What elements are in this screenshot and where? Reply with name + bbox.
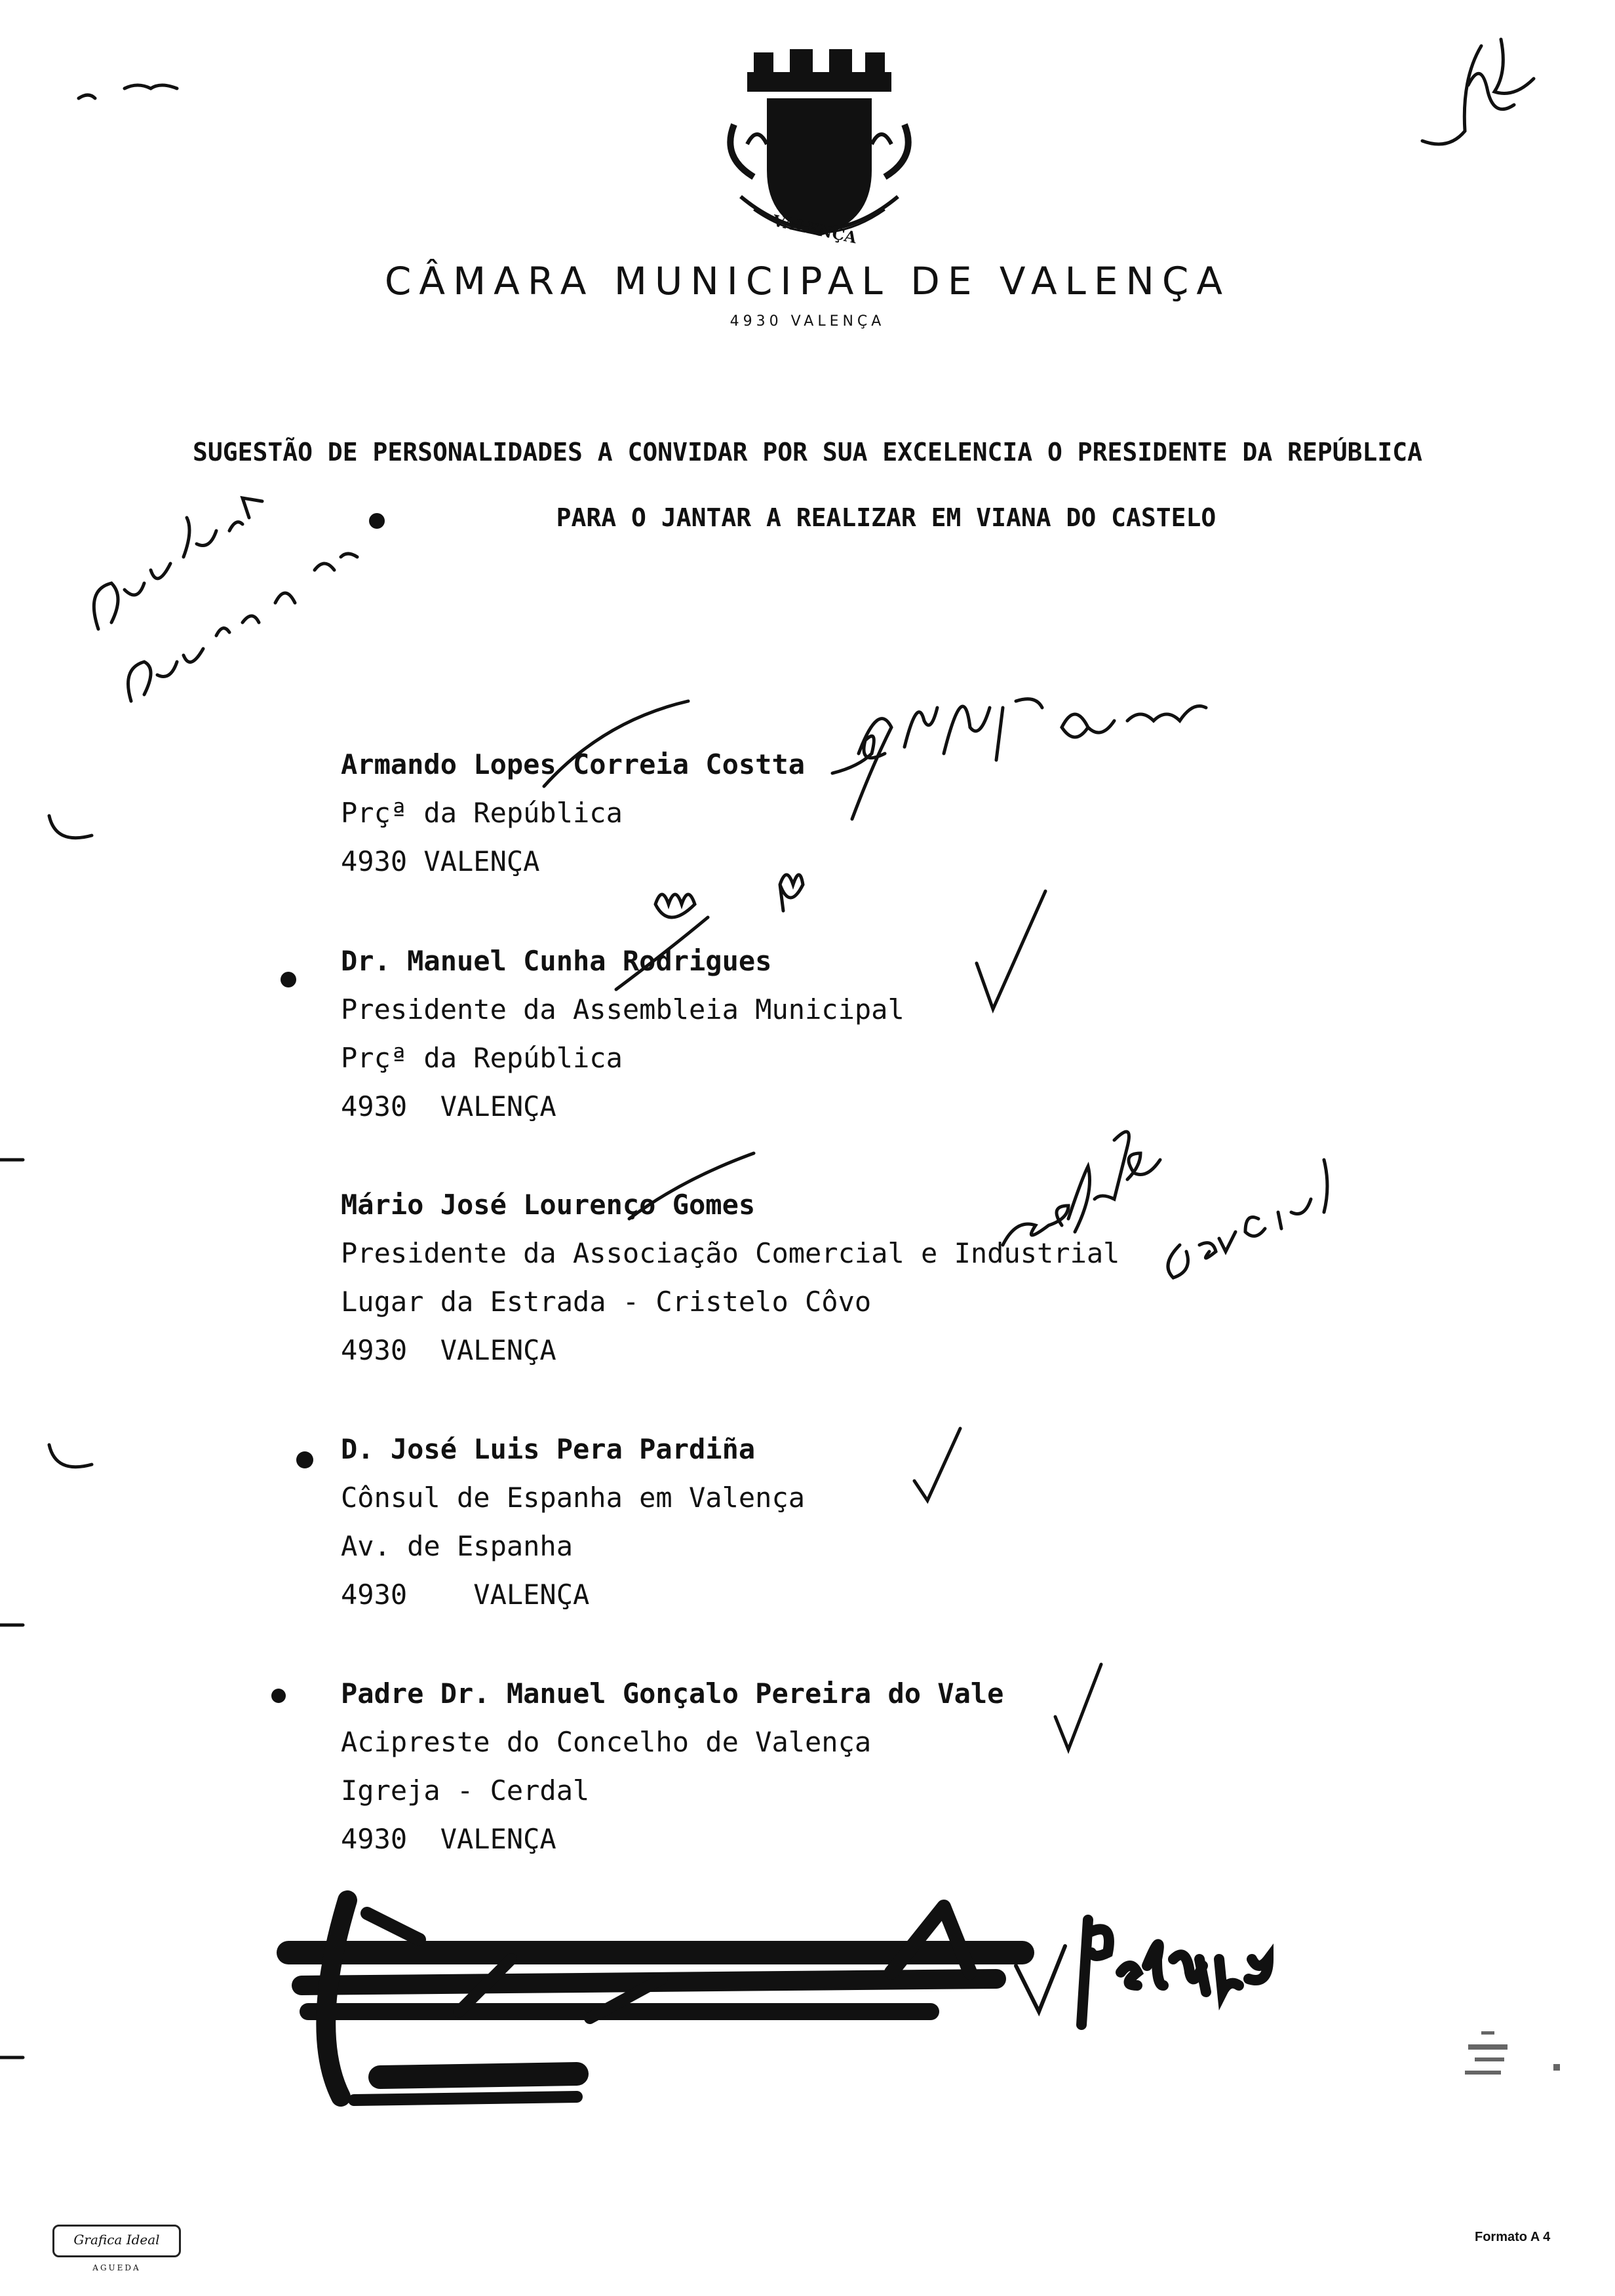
entry-line: Cônsul de Espanha em Valença bbox=[341, 1482, 806, 1514]
entry-4 bbox=[341, 1425, 805, 1619]
entry-1 bbox=[341, 740, 805, 886]
entry-name: Padre Dr. Manuel Gonçalo Pereira do Vale bbox=[341, 1677, 1004, 1710]
entry-5 bbox=[341, 1670, 1003, 1864]
entry-name: Armando Lopes Correia Costta bbox=[341, 748, 806, 780]
printer-name: Grafica Ideal bbox=[73, 2232, 160, 2248]
entry-line: Igreja - Cerdal bbox=[341, 1774, 590, 1807]
entry-line: 4930 VALENÇA bbox=[341, 1334, 556, 1366]
entry-line: Presidente da Associação Comercial e Industrial bbox=[341, 1237, 1120, 1269]
entry-line: Av. de Espanha bbox=[341, 1530, 574, 1562]
entry-3 bbox=[341, 1181, 1119, 1375]
entry-line: Presidente da Assembleia Municipal bbox=[341, 993, 905, 1025]
entry-line: 4930 VALENÇA bbox=[341, 1090, 556, 1122]
entry-line: 4930 VALENÇA bbox=[341, 1823, 556, 1855]
org-name: CÂMARA MUNICIPAL DE VALENÇA bbox=[384, 259, 1231, 303]
org-address: 4930 VALENÇA bbox=[730, 313, 885, 330]
entry-line: Prçª da República bbox=[341, 797, 623, 829]
crest-banner-text: VALENÇA bbox=[771, 210, 859, 248]
entry-2 bbox=[341, 937, 905, 1131]
entry-name: Dr. Manuel Cunha Rodrigues bbox=[341, 945, 772, 977]
printer-place: AGUEDA bbox=[92, 2263, 141, 2272]
paper-format-label: Formato A 4 bbox=[1475, 2230, 1551, 2244]
entry-name: D. José Luis Pera Pardiña bbox=[341, 1433, 756, 1465]
document-title-line1: SUGESTÃO DE PERSONALIDADES A CONVIDAR POR SUA EXCELENCIA O PRESIDENTE DA REPÚBLICA bbox=[193, 438, 1422, 467]
entry-line: Acipreste do Concelho de Valença bbox=[341, 1726, 872, 1758]
entry-line: Lugar da Estrada - Cristelo Côvo bbox=[341, 1286, 872, 1318]
printer-mark bbox=[52, 2225, 181, 2272]
entry-name: Mário José Lourenço Gomes bbox=[341, 1189, 756, 1221]
entry-line: Prçª da República bbox=[341, 1042, 623, 1074]
entry-line: 4930 VALENÇA bbox=[341, 845, 540, 877]
document-title-line2: PARA O JANTAR A REALIZAR EM VIANA DO CASTELO bbox=[556, 503, 1216, 532]
entry-line: 4930 VALENÇA bbox=[341, 1578, 590, 1611]
